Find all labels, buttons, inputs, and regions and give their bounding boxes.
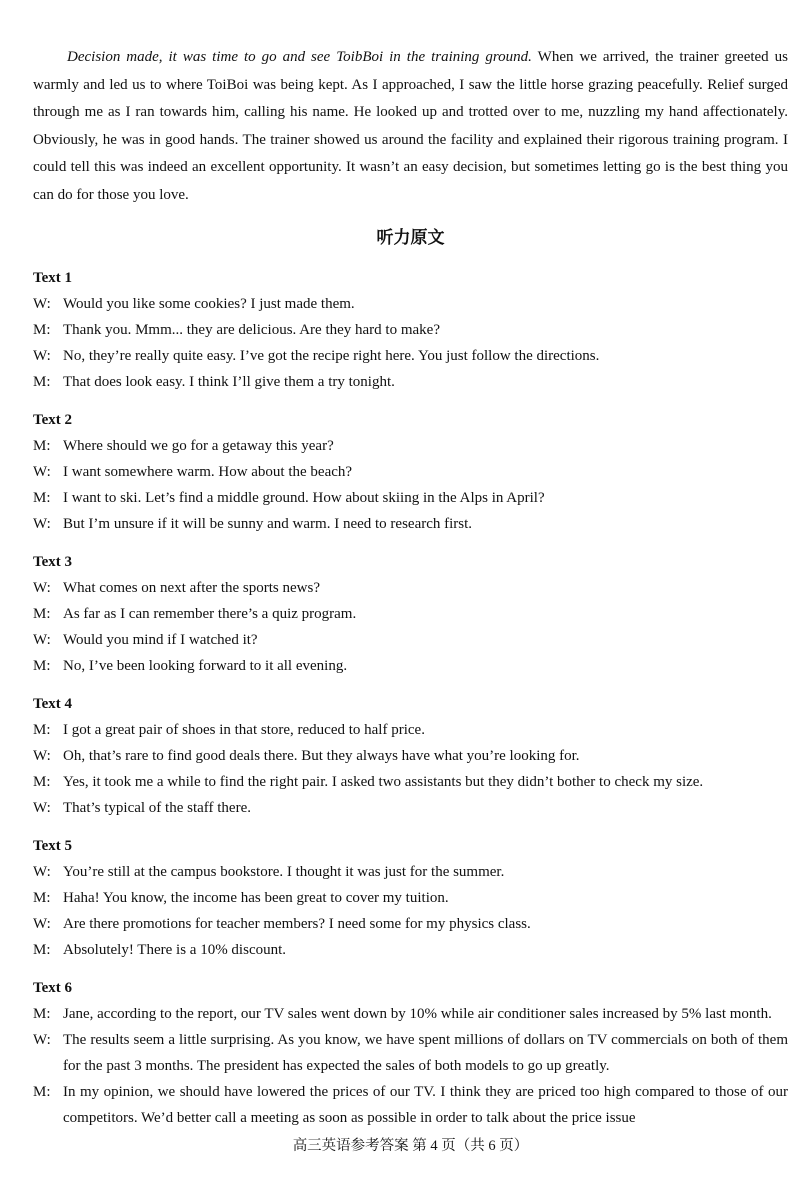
- speaker-label: W:: [33, 864, 51, 880]
- page-footer: 高三英语参考答案 第 4 页（共 6 页）: [292, 1138, 529, 1154]
- intro-italic-lead: Decision made, it was time to go and see ToibBoi in the training ground.: [67, 49, 532, 65]
- dialogue-line: [33, 937, 788, 963]
- utterance-text: What comes on next after the sports news?: [63, 580, 320, 596]
- speaker-label: W:: [33, 632, 51, 648]
- dialogue-line: [33, 885, 788, 911]
- dialogue-line: [33, 433, 788, 459]
- text-section-title: Text 6: [33, 980, 73, 996]
- utterance-text: Haha! You know, the income has been great to cover my tuition.: [63, 890, 449, 906]
- dialogue-line: [33, 369, 788, 395]
- utterance-text: In my opinion, we should have lowered the prices of our TV. I think they are priced too high compared to those of our competitors. We’d better call a meeting as soon as possible in order to talk about the price issue: [63, 1084, 788, 1126]
- text-section-title: Text 4: [33, 696, 73, 712]
- dialogue-line: [33, 743, 788, 769]
- utterance-text: The results seem a little surprising. As you know, we have spent millions of dollars on TV commercials on both of them for the past 3 months. The president has expected the sales of both models to go up greatly.: [63, 1032, 788, 1074]
- dialogue-line: [33, 291, 788, 317]
- utterance-text: As far as I can remember there’s a quiz program.: [63, 606, 357, 622]
- text-section-title: Text 1: [33, 270, 73, 286]
- utterance-text: Would you mind if I watched it?: [63, 632, 258, 648]
- dialogue-line: [33, 627, 788, 653]
- speaker-label: W:: [33, 580, 51, 596]
- speaker-label: M:: [33, 942, 51, 958]
- utterance-text: No, they’re really quite easy. I’ve got the recipe right here. You just follow the directions.: [63, 348, 600, 364]
- speaker-label: M:: [33, 438, 51, 454]
- speaker-label: M:: [33, 722, 51, 738]
- dialogue-line: [33, 343, 788, 369]
- dialogue-line: [33, 1001, 788, 1027]
- utterance-text: Thank you. Mmm... they are delicious. Are they hard to make?: [63, 322, 440, 338]
- speaker-label: M:: [33, 658, 51, 674]
- dialogue-line: [33, 601, 788, 627]
- dialogue-line: [33, 859, 788, 885]
- utterance-text: Jane, according to the report, our TV sales went down by 10% while air conditioner sales increased by 5% last month.: [63, 1006, 772, 1022]
- speaker-label: M:: [33, 606, 51, 622]
- dialogue-line: [33, 459, 788, 485]
- speaker-label: W:: [33, 516, 51, 532]
- text-section-6: [33, 975, 788, 1131]
- utterance-text: You’re still at the campus bookstore. I thought it was just for the summer.: [63, 864, 505, 880]
- speaker-label: M:: [33, 1006, 51, 1022]
- speaker-label: W:: [33, 748, 51, 764]
- utterance-text: I want to ski. Let’s find a middle ground. How about skiing in the Alps in April?: [63, 490, 545, 506]
- utterance-text: Yes, it took me a while to find the right pair. I asked two assistants but they didn’t bother to check my size.: [63, 774, 704, 790]
- utterance-text: Would you like some cookies? I just made them.: [63, 296, 355, 312]
- speaker-label: W:: [33, 916, 51, 932]
- speaker-label: W:: [33, 296, 51, 312]
- utterance-text: I want somewhere warm. How about the beach?: [63, 464, 353, 480]
- text-section-title: Text 5: [33, 838, 73, 854]
- speaker-label: W:: [33, 464, 51, 480]
- speaker-label: M:: [33, 890, 51, 906]
- dialogue-line: [33, 485, 788, 511]
- dialogue-line: [33, 575, 788, 601]
- dialogue-line: [33, 795, 788, 821]
- speaker-label: W:: [33, 348, 51, 364]
- dialogue-line: [33, 511, 788, 537]
- utterance-text: I got a great pair of shoes in that store, reduced to half price.: [63, 722, 425, 738]
- utterance-text: Absolutely! There is a 10% discount.: [63, 942, 287, 958]
- utterance-text: Oh, that’s rare to find good deals there. But they always have what you’re looking for.: [63, 748, 580, 764]
- speaker-label: M:: [33, 374, 51, 390]
- dialogue-line: [33, 653, 788, 679]
- speaker-label: W:: [33, 800, 51, 816]
- dialogue-line: [33, 1079, 788, 1131]
- dialogue-line: [33, 911, 788, 937]
- text-section-1: [33, 265, 788, 395]
- text-section-title: Text 3: [33, 554, 73, 570]
- text-section-5: [33, 833, 788, 963]
- speaker-label: W:: [33, 1032, 51, 1048]
- utterance-text: Where should we go for a getaway this year?: [63, 438, 334, 454]
- intro-paragraph: [33, 44, 788, 209]
- utterance-text: That does look easy. I think I’ll give them a try tonight.: [63, 374, 395, 390]
- dialogue-line: [33, 769, 788, 795]
- dialogue-line: [33, 317, 788, 343]
- speaker-label: M:: [33, 322, 51, 338]
- text-section-3: [33, 549, 788, 679]
- utterance-text: No, I’ve been looking forward to it all evening.: [63, 658, 348, 674]
- listening-transcript-heading: 听力原文: [376, 228, 445, 247]
- text-section-title: Text 2: [33, 412, 73, 428]
- utterance-text: Are there promotions for teacher members? I need some for my physics class.: [63, 916, 531, 932]
- speaker-label: M:: [33, 774, 51, 790]
- utterance-text: But I’m unsure if it will be sunny and warm. I need to research first.: [63, 516, 473, 532]
- text-section-4: [33, 691, 788, 821]
- speaker-label: M:: [33, 1084, 51, 1100]
- text-section-2: [33, 407, 788, 537]
- utterance-text: That’s typical of the staff there.: [63, 800, 251, 816]
- dialogue-line: [33, 1027, 788, 1079]
- speaker-label: M:: [33, 490, 51, 506]
- intro-body-text: When we arrived, the trainer greeted us warmly and led us to where ToiBoi was being kept. As I approached, I saw the little horse grazing peacefully. Relief surged through me as I ran towards him, calling his name. He looked up and trotted over to me, nuzzling my hand affectionately. Obviously, he was in good hands. The trainer showed us around the facility and explained their rigorous training program. I could tell this was indeed an excellent opportunity. It wasn’t an easy decision, but sometimes letting go is the best thing you can do for those you love.: [33, 49, 788, 203]
- dialogue-line: [33, 717, 788, 743]
